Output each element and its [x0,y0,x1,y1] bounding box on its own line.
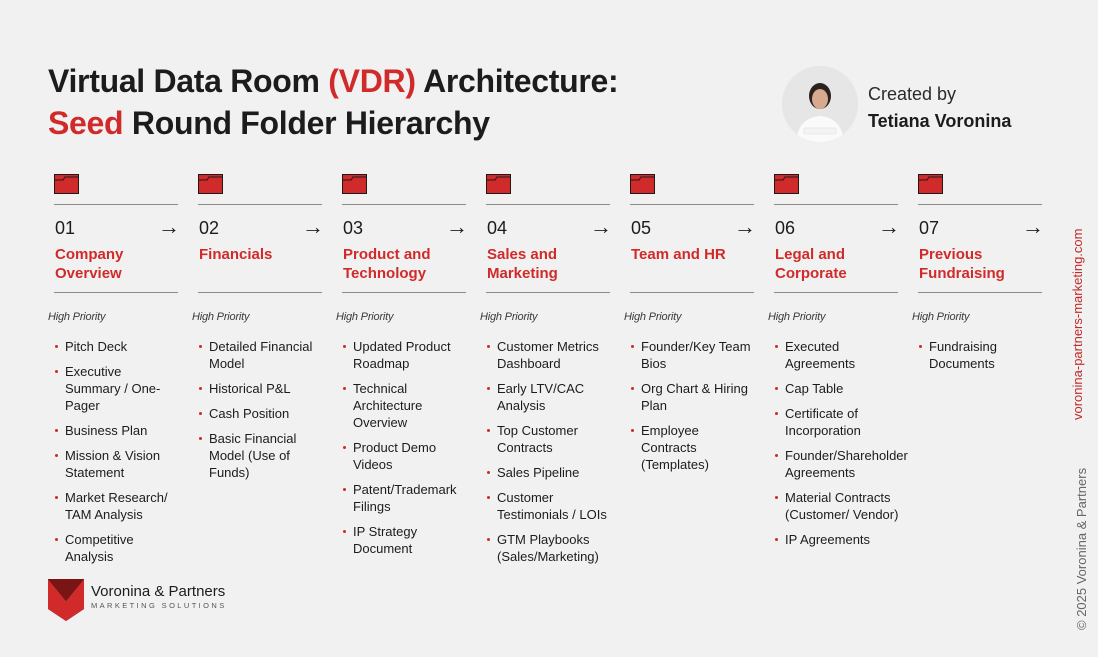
priority-label: High Priority [192,311,250,323]
arrow-right-icon: → [878,214,900,239]
folder-number: 04 [487,218,508,238]
brand-logo-icon [48,579,84,621]
folder-number: 01 [55,218,76,238]
priority-label: High Priority [768,311,826,323]
title-text: Virtual Data Room [48,63,329,99]
folder-icon [486,174,511,194]
document-item: Employee Contracts (Templates) [631,422,755,473]
document-item: Patent/Trademark Filings [343,481,467,515]
folder-icon [198,174,223,194]
author-name: Tetiana Voronina [868,111,1012,131]
document-list [631,338,755,481]
divider [486,292,610,293]
folder-number: 03 [343,218,364,238]
author-portrait-icon [782,66,858,142]
document-item: Founder/Shareholder Agreements [775,447,899,481]
divider [54,204,178,205]
document-item: Executive Summary / One-Pager [55,363,179,414]
divider [630,292,754,293]
divider [342,292,466,293]
document-item: Top Customer Contracts [487,422,611,456]
divider [198,292,322,293]
copyright-note: © 2025 Voronina & Partners [1074,467,1089,630]
divider [54,292,178,293]
folder-icon [630,174,655,194]
document-item: Mission & Vision Statement [55,447,179,481]
document-item: Fundraising Documents [919,338,1043,372]
document-item: Cap Table [775,380,899,397]
folder-name: Legal and Corporate [775,246,847,282]
document-item: Detailed Financial Model [199,338,323,372]
document-item: Historical P&L [199,380,323,397]
title-line-1 [48,60,618,102]
title-line-2 [48,102,618,144]
divider [630,204,754,205]
document-item: IP Agreements [775,531,899,548]
folder-number: 07 [919,218,940,238]
avatar [782,66,858,142]
folder-number: 02 [199,218,220,238]
divider [486,204,610,205]
folder-name: Financials [199,246,273,263]
document-item: Business Plan [55,422,179,439]
document-item: Material Contracts (Customer/ Vendor) [775,489,899,523]
document-list [55,338,179,573]
divider [774,292,898,293]
folder-name: Product and Technology [343,246,431,282]
priority-label: High Priority [48,311,106,323]
document-item: Customer Metrics Dashboard [487,338,611,372]
title-text: Round Folder Hierarchy [123,105,490,141]
document-item: Technical Architecture Overview [343,380,467,431]
folder-icon [774,174,799,194]
arrow-right-icon: → [590,214,612,239]
title-highlight: Seed [48,105,124,141]
document-list [199,338,323,489]
folder-icon [342,174,367,194]
document-item: Product Demo Videos [343,439,467,473]
folder-name: Previous Fundraising [919,246,1005,282]
document-item: Market Research/ TAM Analysis [55,489,179,523]
folder-name: Team and HR [631,246,726,263]
page-title [48,60,618,144]
document-item: IP Strategy Document [343,523,467,557]
divider [342,204,466,205]
document-item: Basic Financial Model (Use of Funds) [199,430,323,481]
priority-label: High Priority [336,311,394,323]
document-item: Org Chart & Hiring Plan [631,380,755,414]
title-text: Architecture: [415,63,619,99]
divider [918,292,1042,293]
brand-name: Voronina & Partners [91,583,226,600]
website-url: voronina-partners-marketing.com [1070,228,1085,420]
arrow-right-icon: → [446,214,468,239]
document-item: Pitch Deck [55,338,179,355]
arrow-right-icon: → [158,214,180,239]
arrow-right-icon: → [302,214,324,239]
priority-label: High Priority [480,311,538,323]
document-item: Cash Position [199,405,323,422]
folder-name: Company Overview [55,246,124,282]
document-item: Competitive Analysis [55,531,179,565]
priority-label: High Priority [624,311,682,323]
folder-columns [48,172,1048,612]
title-highlight: (VDR) [328,63,416,99]
divider [774,204,898,205]
arrow-right-icon: → [734,214,756,239]
document-item: Customer Testimonials / LOIs [487,489,611,523]
document-item: Executed Agreements [775,338,899,372]
folder-icon [918,174,943,194]
document-list [919,338,1043,380]
document-list [343,338,467,565]
document-item: Founder/Key Team Bios [631,338,755,372]
brand-tagline: MARKETING SOLUTIONS [91,601,227,610]
document-list [487,338,611,573]
brand-logo [48,579,248,623]
author-label: Created by [868,84,957,104]
folder-number: 05 [631,218,652,238]
document-item: Certificate of Incorporation [775,405,899,439]
folder-name: Sales and Marketing [487,246,558,282]
document-item: Updated Product Roadmap [343,338,467,372]
document-list [775,338,908,556]
document-item: GTM Playbooks (Sales/Marketing) [487,531,611,565]
priority-label: High Priority [912,311,970,323]
document-item: Sales Pipeline [487,464,611,481]
divider [918,204,1042,205]
author-block [782,66,1032,144]
arrow-right-icon: → [1022,214,1044,239]
folder-icon [54,174,79,194]
document-item: Early LTV/CAC Analysis [487,380,611,414]
divider [198,204,322,205]
folder-number: 06 [775,218,796,238]
